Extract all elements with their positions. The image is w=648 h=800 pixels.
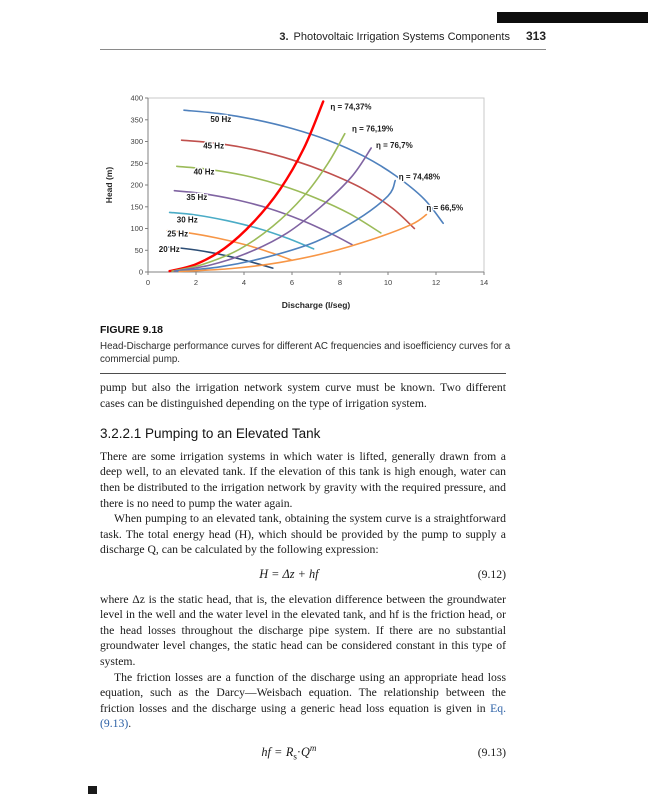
curve-label-40-hz: 40 Hz — [193, 167, 215, 177]
y-tick-label: 100 — [130, 224, 143, 234]
curve-label-76-19: η = 76,19% — [352, 124, 394, 134]
eq-dot: · — [296, 744, 301, 759]
eq-equals: = — [274, 744, 282, 759]
paragraph-text-after: . — [128, 717, 132, 731]
paragraph-friction-losses — [100, 670, 506, 732]
curve-label-25-hz: 25 Hz — [167, 229, 189, 239]
equation-9-13 — [100, 741, 506, 765]
eq-term-q: Q — [301, 744, 310, 759]
curve-label-74-48: η = 74,48% — [398, 172, 440, 182]
eq-9-13-link[interactable]: Eq. (9.13) — [100, 701, 506, 731]
y-axis-title: Head (m) — [104, 166, 114, 204]
y-tick-label: 350 — [130, 115, 143, 125]
eq-term-hf: hf — [261, 744, 271, 759]
x-tick-label: 8 — [337, 278, 343, 287]
y-tick-label: 250 — [130, 158, 143, 168]
equation-9-12 — [100, 567, 506, 583]
curve-label-35-hz: 35 Hz — [186, 193, 208, 203]
curve-label-30-hz: 30 Hz — [176, 215, 198, 225]
x-tick-label: 12 — [431, 278, 441, 287]
page-corner-mark — [88, 786, 97, 794]
figure-label: FIGURE 9.18 — [100, 324, 164, 336]
y-tick-label: 200 — [130, 180, 143, 190]
curve-label-45-hz: 45 Hz — [203, 141, 225, 151]
curve-label-50-hz: 50 Hz — [210, 114, 232, 124]
y-tick-label: 400 — [130, 93, 143, 103]
paragraph-elevated-tank: There are some irrigation systems in which water is lifted, generally drawn from a deep well, to an elevated tank. If the elevation of this tank is high enough, water can then be distributed to the irrigation network by gravity with the required pressure, and there is no need to pump the water again. — [100, 449, 506, 510]
curve-label-20-hz: 20 Hz — [158, 244, 180, 254]
paragraph-text: The friction losses are a function of the discharge using an appropriate head loss equation, such as the Darcy—Weisbach equation. The relationship between the friction losses and the discharge using a generic head loss equation is given in — [100, 670, 506, 715]
y-tick-label: 50 — [134, 245, 143, 255]
head-discharge-chart — [102, 84, 546, 317]
page-number: 313 — [525, 29, 546, 43]
x-tick-label: 0 — [145, 278, 151, 287]
curve-label-74-37: η = 74,37% — [330, 102, 372, 112]
eq-sub-s: s — [293, 751, 297, 762]
eq-term-r: R — [285, 744, 294, 759]
x-tick-label: 14 — [479, 278, 489, 287]
equation-body — [100, 741, 478, 765]
paragraph-system-curve: When pumping to an elevated tank, obtaining the system curve is a straightforward task. The total energy head (H), which should be provided by the pump to supply a discharge Q, can be calculated by the following expression: — [100, 512, 506, 557]
equation-number: (9.13) — [477, 745, 506, 759]
y-tick-label: 300 — [130, 137, 143, 147]
chart-svg — [102, 84, 494, 312]
page-edge-bar — [497, 12, 648, 23]
plot-border — [148, 98, 484, 272]
curve-label-76-7: η = 76,7% — [376, 141, 413, 150]
section-heading: 3.2.2.1 Pumping to an Elevated Tank — [100, 426, 321, 442]
x-tick-label: 4 — [241, 278, 247, 287]
paragraph-intro: pump but also the irrigation network system curve must be known. Two different cases can be distinguished depending on the type of irrigation system. — [100, 381, 506, 410]
eq-sup-m: m — [309, 742, 317, 753]
paragraph-static-head: where Δz is the static head, that is, the elevation difference between the groundwater level in the well and the water level in the elevated tank, and hf is the friction head, or the head losses throughout the discharge pipe system. If there are no substantial groundwater level changes, the static head can be considered constant in this type of system. — [100, 592, 506, 668]
x-tick-label: 10 — [383, 278, 393, 287]
y-tick-label: 0 — [138, 267, 143, 277]
figure-caption: Head-Discharge performance curves for different AC frequencies and isoefficiency curves for a commercial pump. — [100, 341, 511, 365]
curve-label-66-5: η = 66,5% — [426, 203, 464, 213]
y-tick-label: 150 — [130, 202, 143, 212]
body-text — [100, 380, 506, 774]
series-45-hz — [182, 140, 415, 228]
figure-rule — [100, 373, 506, 374]
running-head — [100, 29, 546, 43]
chapter-title: Photovoltaic Irrigation Systems Components — [293, 31, 510, 43]
figure-9-18 — [100, 84, 546, 374]
equation-body: H = Δz + hf — [259, 566, 319, 581]
x-tick-label: 6 — [289, 278, 295, 287]
equation-number: (9.12) — [477, 567, 506, 581]
header-rule — [100, 49, 546, 50]
x-axis-title: Discharge (l/seg) — [281, 300, 351, 310]
x-tick-label: 2 — [193, 278, 199, 287]
chapter-number: 3. — [279, 31, 289, 43]
